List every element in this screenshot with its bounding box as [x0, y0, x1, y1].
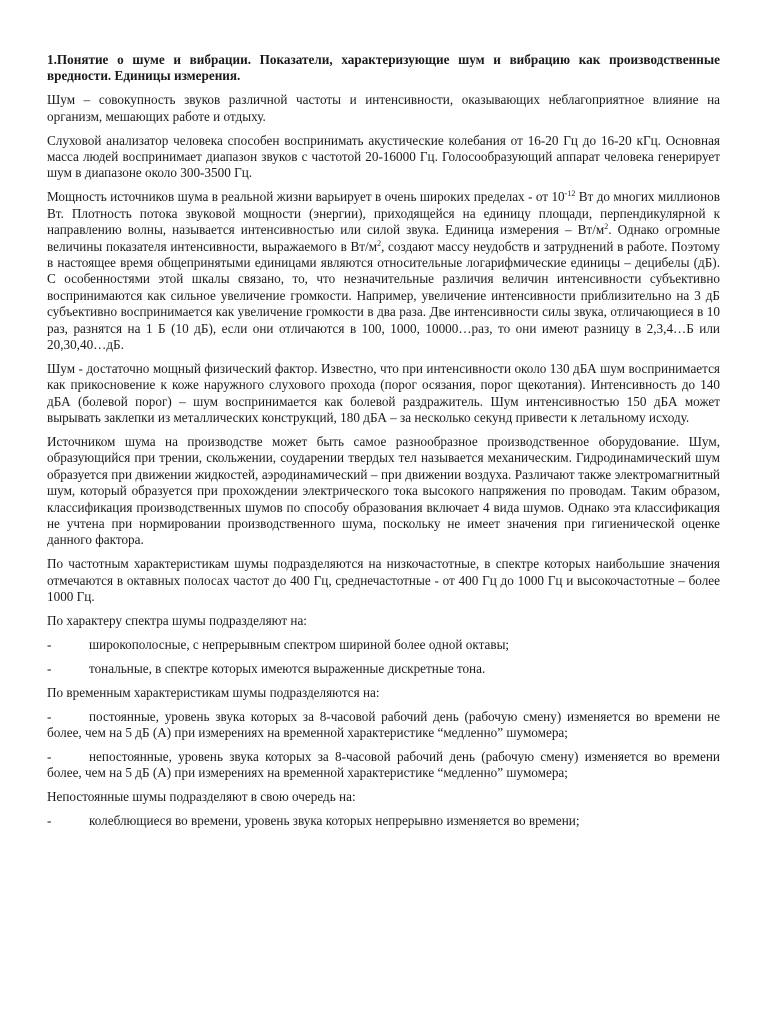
paragraph-noise-definition: Шум – совокупность звуков различной частоты и интенсивности, оказывающих неблагоприятное влияние на организм, мешающих работе и отдыху.	[47, 92, 720, 124]
list-item-text: широкополосные, с непрерывным спектром шириной более одной октавы;	[89, 637, 510, 652]
text-fragment: . Однако огромные величины показателя интенсивности, выражаемого в Вт/м	[47, 222, 720, 254]
list-item-nonconstant	[47, 749, 720, 782]
section-heading: 1.Понятие о шуме и вибрации. Показатели, характеризующие шум и вибрацию как производственные вредности. Единицы измерения.	[47, 52, 720, 84]
list-dash: -	[47, 749, 52, 765]
paragraph-noise-sources: Источником шума на производстве может быть самое разнообразное производственное оборудование. Шум, образующийся при трении, скольжении, соударении твердых тел называется механическим. Гидродинамический шум образуется при движении жидкостей, аэродинамический – при движении воздуха. Различают также электромагнитный шум, который образуется при прохождении электрического тока высокого напряжения по проводам. Таким образом, классификация производственных шумов по способу образования включает 4 вида шумов. Однако эта классификация не учтена при нормировании производственного шума, поскольку не имеет значения при гигиенической оценке данного фактора.	[47, 434, 720, 548]
superscript: 2	[604, 222, 609, 232]
list-item-text: колеблющиеся во времени, уровень звука которых непрерывно изменяется во времени;	[89, 813, 580, 829]
list-dash: -	[47, 637, 52, 652]
superscript: -12	[564, 189, 576, 199]
paragraph-hearing-range: Слуховой анализатор человека способен воспринимать акустические колебания от 16-20 Гц до 16-20 кГц. Основная масса людей воспринимает диапазон звуков с частотой 20-16000 Гц. Голосообразующий аппарат человека генерирует шум в диапазоне около 300-3500 Гц.	[47, 132, 720, 181]
list-item-tonal	[47, 661, 720, 677]
superscript: 2	[377, 238, 382, 248]
paragraph-noise-power	[47, 189, 720, 353]
text-fragment: , создают массу неудобств и затруднений в работе. Поэтому в настоящее время общепринятыми единицами являются относительные логарифмические единицы – децибелы (дБ). С особенностями этой шкалы связано, то, что незначительные различия величин интенсивности субъективно воспринимаются как сильное увеличение громкости. Например, увеличение интенсивности приблизительно на 3 дБ субъективно воспринимается как увеличение громкости в два раза. Две интенсивности силы звука, отличающиеся в 10 раз, разнятся на 1 Б (10 дБ), если они отличаются в 100, 1000, 10000…раз, то они имеют разницу в 2,3,4…Б или 20,30,40…дБ.	[47, 238, 720, 352]
text-fragment: Вт до многих миллионов Вт. Плотность потока звуковой мощности (энергии), приходящейся на единицу площади, перпендикулярной к направлению волны, называется интенсивностью или силой звука. Единица измерения – Вт/м	[47, 189, 720, 238]
text-fragment: Мощность источников шума в реальной жизни варьирует в очень широких пределах - от 10	[47, 189, 565, 205]
paragraph-spectrum-intro: По характеру спектра шумы подразделяют на:	[47, 613, 307, 629]
list-item-fluctuating	[47, 813, 720, 829]
list-item-constant	[47, 709, 720, 742]
paragraph-time-intro: По временным характеристикам шумы подразделяются на:	[47, 684, 380, 700]
list-item-text: тональные, в спектре которых имеются выраженные дискретные тона.	[89, 660, 486, 676]
list-item-text: непостоянные, уровень звука которых за 8-часовой рабочий день (рабочую смену) изменяется во времени более, чем на 5 дБ (А) при измерениях на временной характеристике “медленно” шумомера;	[47, 749, 720, 781]
paragraph-frequency-classification: По частотным характеристикам шумы подразделяются на низкочастотные, в спектре которых наибольшие значения отмечаются в октавных полосах частот до 400 Гц, среднечастотные - от 400 Гц до 1000 Гц и высокочастотные – более 1000 Гц.	[47, 556, 720, 605]
list-item-broadband	[47, 637, 720, 653]
list-dash: -	[47, 660, 52, 676]
paragraph-nonconstant-intro: Непостоянные шумы подразделяют в свою очередь на:	[47, 789, 356, 805]
paragraph-noise-effects: Шум - достаточно мощный физический фактор. Известно, что при интенсивности около 130 дБА шум воспринимается как прикосновение к коже наружного слухового прохода (порог осязания, порог щекотания). Интенсивность до 140 дБА (болевой порог) – шум воспринимается как болевой раздражитель. Шум интенсивностью 150 дБА может вырывать заклепки из металлических конструкций, 180 дБА – за несколько секунд привести к летальному исходу.	[47, 360, 720, 426]
list-dash: -	[47, 708, 52, 724]
list-item-text: постоянные, уровень звука которых за 8-часовой рабочий день (рабочую смену) изменяется во времени не более, чем на 5 дБ (А) при измерениях на временной характеристике “медленно” шумомера;	[47, 708, 720, 741]
list-dash: -	[47, 813, 52, 829]
